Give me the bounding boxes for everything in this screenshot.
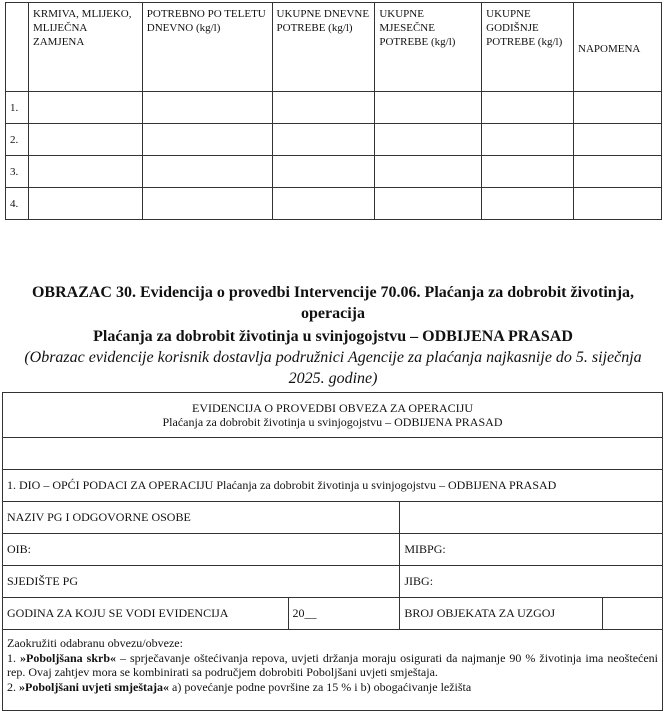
cell[interactable] <box>574 92 662 124</box>
naziv-field[interactable] <box>400 502 663 534</box>
cell[interactable] <box>272 188 375 220</box>
header-cell: KRMIVA, MLIJEKO, MLIJEČNA ZAMJENA <box>28 3 142 92</box>
title-line: operacija <box>301 305 365 322</box>
option-text: a) povećanje podne površine za 15 % i b) obogaćivanje ležišta <box>169 679 472 694</box>
cell[interactable] <box>375 156 482 188</box>
cell[interactable] <box>272 156 375 188</box>
naziv-label: NAZIV PG I ODGOVORNE OSOBE <box>3 502 400 534</box>
cell[interactable] <box>272 92 375 124</box>
cell[interactable] <box>142 156 272 188</box>
cell[interactable] <box>482 188 574 220</box>
obligations-intro: Zaokružiti odabranu obvezu/obveze: <box>7 636 183 650</box>
row-number: 1. <box>6 92 29 124</box>
form-header-line: Plaćanja za dobrobit životinja u svinjogojstvu – ODBIJENA PRASAD <box>162 415 503 429</box>
cell[interactable] <box>574 124 662 156</box>
submission-note: 2025. godine) <box>288 370 378 387</box>
cell[interactable] <box>142 188 272 220</box>
header-cell: POTREBNO PO TELETU DNEVNO (kg/l) <box>142 3 272 92</box>
row-number: 3. <box>6 156 29 188</box>
cell[interactable] <box>142 124 272 156</box>
table-row <box>6 124 662 156</box>
table-row <box>6 188 662 220</box>
form-header <box>3 393 663 438</box>
sjediste-field[interactable]: SJEDIŠTE PG <box>3 566 400 598</box>
obligations-selection <box>3 630 663 711</box>
row-number: 4. <box>6 188 29 220</box>
table-header-row <box>6 3 662 92</box>
title-line: OBRAZAC 30. Evidencija o provedbi Intervencije 70.06. Plaćanja za dobrobit životinja, <box>31 284 635 301</box>
cell[interactable] <box>28 92 142 124</box>
godina-field[interactable]: 20__ <box>288 598 400 630</box>
broj-objekata-label: BROJ OBJEKATA ZA UZGOJ <box>400 598 603 630</box>
option-number: 1. <box>7 650 20 665</box>
cell[interactable] <box>574 188 662 220</box>
header-cell: UKUPNE GODIŠNJE POTREBE (kg/l) <box>482 3 574 92</box>
table-row <box>6 92 662 124</box>
feed-requirements-table <box>5 2 662 220</box>
cell[interactable] <box>482 92 574 124</box>
cell[interactable] <box>482 124 574 156</box>
header-cell: NAPOMENA <box>574 3 662 92</box>
cell[interactable] <box>375 188 482 220</box>
option-number: 2. <box>7 679 19 694</box>
evidence-form-table <box>2 392 663 711</box>
row-number: 2. <box>6 124 29 156</box>
header-cell <box>6 3 29 92</box>
cell[interactable] <box>482 156 574 188</box>
cell[interactable] <box>375 92 482 124</box>
option-title: »Poboljšana skrb« <box>20 650 117 665</box>
cell[interactable] <box>28 124 142 156</box>
obligation-option-2[interactable] <box>7 680 658 695</box>
cell[interactable] <box>28 188 142 220</box>
form-header-line: EVIDENCIJA O PROVEDBI OBVEZA ZA OPERACIJU <box>191 401 473 415</box>
submission-note: (Obrazac evidencije korisnik dostavlja podružnici Agencije za plaćanja najkasnije do 5. siječnja <box>24 349 642 366</box>
title-line: Plaćanja za dobrobit životinja u svinjogojstvu – ODBIJENA PRASAD <box>93 328 573 345</box>
oib-field[interactable]: OIB: <box>3 534 400 566</box>
header-cell: UKUPNE MJESEČNE POTREBE (kg/l) <box>375 3 482 92</box>
option-title: »Poboljšani uvjeti smještaja« <box>19 679 169 694</box>
broj-objekata-field[interactable] <box>603 598 663 630</box>
form-title <box>0 282 666 389</box>
cell[interactable] <box>272 124 375 156</box>
godina-label: GODINA ZA KOJU SE VODI EVIDENCIJA <box>3 598 289 630</box>
cell[interactable] <box>574 156 662 188</box>
obligation-option-1[interactable] <box>7 651 658 680</box>
cell[interactable] <box>375 124 482 156</box>
section-1-heading: 1. DIO – OPĆI PODACI ZA OPERACIJU Plaćanja za dobrobit životinja u svinjogojstvu – ODBIJENA PRASAD <box>3 470 663 502</box>
cell[interactable] <box>28 156 142 188</box>
header-cell: UKUPNE DNEVNE POTREBE (kg/l) <box>272 3 375 92</box>
table-row <box>6 156 662 188</box>
mibpg-field[interactable]: MIBPG: <box>400 534 663 566</box>
jibg-field[interactable]: JIBG: <box>400 566 663 598</box>
cell[interactable] <box>142 92 272 124</box>
blank-row[interactable] <box>3 438 663 470</box>
option-text: – sprječavanje oštećivanja repova, uvjeti držanja moraju osigurati da najmanje 90 % životinja ima neoštećeni rep. Ovaj zahtjev mora se kombinirati sa područjem dobrobiti Poboljšani uvjeti smještaja. <box>7 650 659 679</box>
